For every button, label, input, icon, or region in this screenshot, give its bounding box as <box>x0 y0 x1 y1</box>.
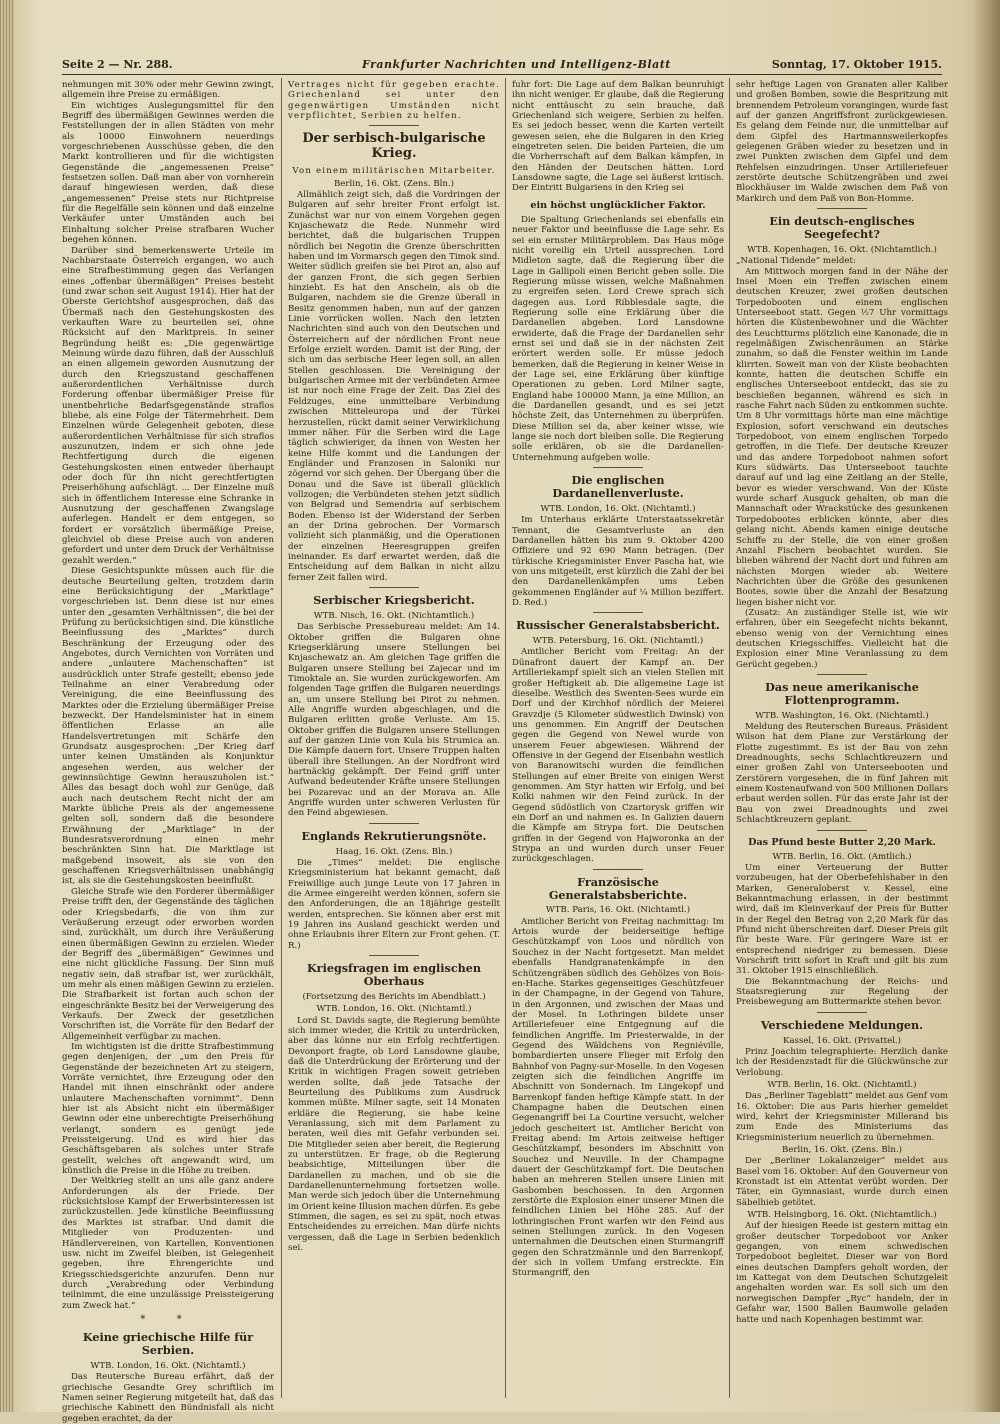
dateline: WTB. Kopenhagen, 16. Okt. (Nichtamtlich.) <box>747 244 937 255</box>
paragraph: Der Weltkrieg stellt an uns alle ganz andere Anforderungen als der Friede. Der rücksichtslose Kampf der Erwerbsinteressen ist zurückzustellen. Jede künstliche Beeinflussung des Marktes ist strafbar. Und damit die Mitglieder von Produzenten- und Händlervereinen, von Kartellen, Konventionen usw. nicht im Zweifel bleiben, ist Gelegenheit gegeben, ihre Ehrengerichte und Kriegsschiedsgerichte anzurufen. Denn nur durch „Verabredung oder Verbindung teilnimmt, die eine unzulässige Preissteigerung zum Zweck hat.“ <box>62 1176 274 1311</box>
page-edge <box>974 0 1000 1412</box>
divider <box>817 1012 867 1013</box>
page-header <box>62 58 942 75</box>
dateline: WTB. Berlin, 16. Okt. (Nichtamtl.) <box>767 1079 917 1090</box>
paragraph: Amtlicher Bericht von Freitag nachmittag: Im Artois wurde der beiderseitige heftige Geschützkampf von Loos und nördlich von Souchez in der Nacht fortgesetzt. Man meldet ebenfalls Handgranatenkämpfe in den Schützengräben südlich des Gehölzes von Bois-en-Hache. Starkes gegenseitiges Geschützfeuer in der Champagne, in der Gegend von Tahure, in den Argonnen, und zwischen der Maas und der Mosel. In Lothringen bildete unser Artilleriefeuer eine Entgegnung auf die feindlichen Angriffe. Im Priesterwalde, in der Gegend des Wäldchens von Regniéville, bombardierten unsere Flieger mit Erfolg den Bahnhof von Pagny-sur-Moselle. In den Vogesen zeigten sich die feindlichen Angriffe im Abschnitt von Sondernach. Im Lingekopf und Barrenkopf fanden heftige Kämpfe statt. In der Champagne haben die Deutschen einen Gegenangriff bei La Courtine versucht, welcher jedoch gescheitert ist. Amtlicher Bericht von Freitag abend: Im Artois zeitweise heftiger Geschützkampf, besonders im Abschnitt von Souchez und Neuville. In der Champagne dauert der Geschützkampf fort. Die Deutschen haben an mehreren Stellen unsere Linien mit Gasbomben beschossen. In den Argonnen zerstörte die Explosion einer unserer Minen die feindlichen Linien bei Höhe 285. Auf der lothringischen Front warfen wir den Feind aus seinen Stellungen zurück. In den Vogesen unternahmen die Deutschen einen Sturmangriff gegen den Schratzmännle und den Barrenkopf, der sich in vollem Umfang erstreckte. Ein Sturmangriff, den <box>512 916 724 1279</box>
subheading: Von einem militärischen Mitarbeiter. <box>292 166 496 177</box>
column-2 <box>288 80 500 1400</box>
dateline: WTB. London, 16. Okt. (Nichtamtl.) <box>90 1361 246 1371</box>
paragraph: sehr heftige Lagen von Granaten aller Kaliber und großen Bomben, sowie die Bespritzung mit brennendem Petroleum vorangingen, wurde fast auf der ganzen Angriffsfront zurückgewiesen. Es gelang dem Feinde nur, die unmittelbar auf dem Gipfel des Hartmannsweilerkopfes gelegenen Gräben wieder zu besetzen und in zwei Punkten zwischen dem Gipfel und dem Rehfelsen einzudringen. Unser Artilleriefeuer zerstörte deutsche Schützengräben und zwei Blockhäuser im Walde zwischen dem Paß von Markirch und dem Paß von Bon-Homme. <box>736 80 948 204</box>
dateline: WTB. Berlin, 16. Okt. (Amtlich.) <box>772 851 912 862</box>
paragraph: Um einer Verteuerung der Butter vorzubeugen, hat der Oberbefehlshaber in den Marken, Generaloberst v. Kessel, eine Bekanntmachung erlassen, in der bestimmt wird, daß im Kleinverkauf der Preis für Butter in der Regel den Betrag von 2,20 Mark für das Pfund nicht überschreiten darf. Dieser Preis gilt für beste Ware. Für geringere Ware ist er entsprechend niedriger zu bemessen. Diese Vorschrift tritt sofort in Kraft und gilt bis zum 31. Oktober 1915 einschließlich. <box>736 862 948 977</box>
paragraph: Auf der hiesigen Reede ist gestern mittag ein großer deutscher Torpedoboot vor Anker gegangen, von einem schwedischen Torpedoboot begleitet. Dieser war von Bord eines deutschen Dampfers geholt worden, der im Kattegat von dem Deutschen Schutzgeleit angehalten worden war. Es soll sich um den norwegischen Dampfer „Ryc“ handeln, der in Gefahr war, 1500 Ballen Baumwolle geladen hatte und nach Kopenhagen bestimmt war. <box>736 1221 948 1325</box>
divider <box>369 823 419 824</box>
divider <box>593 869 643 870</box>
paragraph: Im Unterhaus erklärte Unterstaatssekretär Tennant, die Gesamtverluste an den Dardanellen hätten bis zum 9. Oktober 4200 Offiziere und 92 690 Mann betragen. (Der türkische Kriegsminister Enver Pascha hat, wie von uns mitgeteilt, erst kürzlich die Zahl der bei den Dardanellenkämpfen ums Leben gekommenen Engländer auf ¼ Million beziffert. D. Red.) <box>512 515 724 608</box>
dateline: Kassel, 16. Okt. (Privattel.) <box>782 1035 902 1046</box>
article-heading: Das Pfund beste Butter 2,20 Mark. <box>748 836 936 848</box>
paragraph: Amtlicher Bericht vom Freitag: An der Dünafront dauert der Kampf an. Der Artilleriekampf spielt sich an vielen Stellen mit großer Heftigkeit ab. Die allgemeine Lage ist dieselbe. Westlich des Swenten-Sees wurde ein Dorf und der Kirchhof nördlich der Meierei Gravzdje (5 Kilometer südwestlich Dwinsk) von uns genommen. Ein Angriff der Deutschen gegen die Gegend von Newel wurde von unserem Feuer abgewiesen. Während der Offensive in der Gegend der Eisenbahn westlich von Baranowitschi wurden die feindlichen Stellungen auf einer Breite von einigen Werst genommen. Am Styr hatten wir Erfolg, und bei Kolki nahmen wir den Feind zurück. In der Gegend südöstlich von Czartorysk griffen wir ein Dorf an und nahmen es. In Galizien dauern die Kämpfe am Strypa fort. Die Deutschen griffen in der Gegend von Hajworonka an der Strypa an und wurden durch unser Feuer zurückgeschlagen. <box>512 647 724 865</box>
paragraph: Das Reutersche Bureau erfährt, daß der griechische Gesandte Grey schriftlich im Namen seiner Regierung mitgeteilt hat, daß das griechische Kabinett den Bündnisfall als nicht gegeben erachtet, da der <box>62 1372 274 1424</box>
article-subheading: ein höchst unglücklicher Faktor. <box>530 199 706 211</box>
divider <box>369 955 419 956</box>
paragraph: Vertrages nicht für gegeben erachte. Griechenland sei unter den gegenwärtigen Umständen nicht verpflichtet, Serbien zu helfen. <box>288 80 500 122</box>
divider <box>369 587 419 588</box>
divider <box>369 125 419 126</box>
issue-date: Sonntag, 17. Oktober 1915. <box>771 58 942 71</box>
paragraph: (Zusatz: An zuständiger Stelle ist, wie wir erfahren, über ein Seegefecht nichts bekannt, ebenso wenig von der Vernichtung eines deutschen Kriegsschiffes. Vielleicht hat die Explosion einer Mine Veranlassung zu dem Gerücht gegeben.) <box>736 607 948 670</box>
dateline: WTB. Petersburg, 16. Okt. (Nichtamtl.) <box>532 636 704 647</box>
paragraph: Im wichtigsten ist die dritte Strafbestimmung gegen denjenigen, der „um den Preis für Gegenstände der bezeichneten Art zu steigern, Vorräte vernichtet, ihre Erzeugung oder den Handel mit ihnen einschränkt oder andere unlautere Machenschaften vornimmt“. Denn hier ist als Absicht nicht ein übermäßiger Gewinn oder eine unberechtigte Preiserhöhung verlangt, sondern es genügt jede Preissteigerung. Und es wird hier das Geschäftsgebaren als solches unter Strafe gestellt, welches oft angewandt wird, um künstlich die Preise in die Höhe zu treiben. <box>62 1041 274 1177</box>
divider <box>817 674 867 675</box>
article-heading: Kriegsfragen im englischen Oberhaus <box>306 961 482 988</box>
article-heading: Der serbisch-bulgarische Krieg. <box>302 131 486 162</box>
paragraph: Das „Berliner Tageblatt“ meldet aus Genf vom 16. Oktober: Die aus Paris hierher gemeldet wird, kehrt der Kriegsminister Millerand bis zum Ende des Ministeriums das Kriegsministerium neuerlich zu übernehmen. <box>736 1091 948 1143</box>
column-rule <box>729 78 730 1398</box>
section-divider: * * <box>140 1313 196 1325</box>
article-heading: Keine griechische Hilfe für Serbien. <box>82 1330 254 1358</box>
divider <box>593 612 643 613</box>
paragraph: Ein wichtiges Auslegungsmittel für den Begriff des übermäßigen Gewinnes werden die Feststellungen der in allen Städten von mehr als 10000 Einwohnern neuerdings vorgeschriebenen Ausschüsse geben, die den Markt kontrollieren und für die wichtigsten Gegenstände die „angemessenen Preise“ festsetzen sollen. Daß man aber von vornherein darauf hingewiesen werden, daß diese „angemessenen“ Preise stets nur Richtpreise für die Regelfälle sein können und daß einzelne Verkäufer unter Umständen auch bei Einhaltung solcher Preise strafbaren Wucher begehen können. <box>62 100 274 246</box>
paragraph: Der „Berliner Lokalanzeiger“ meldet aus Basel vom 16. Oktober: Auf den Gouverneur von Kronstadt ist ein Attentat verübt worden. Der Täter, ein Gymnasiast, wurde durch einen Säbelhieb getötet. <box>736 1156 948 1208</box>
subheading: (Fortsetzung des Berichts im Abendblatt.) <box>302 991 486 1002</box>
paragraph: Die Bekanntmachung der Reichs- und Staatsregierung zur Regelung der Preisbewegung am Buttermarkte stehen bevor. <box>736 976 948 1008</box>
article-heading: Serbischer Kriegsbericht. <box>313 593 475 607</box>
paragraph: Prinz Joachim telegraphierte: Herzlich danke ich der Residenzstadt für die Glückwünsche zur Verlobung. <box>736 1046 948 1078</box>
paragraph: Darüber sind bemerkenswerte Urteile im Nachbarstaate Österreich ergangen, wo auch eine Strafbestimmung gegen das Verlangen eines „offenbar übermäßigen“ Preises besteht (und zwar schon seit August 1914). Hier hat der Oberste Gerichtshof ausgesprochen, daß das Übermaß nach den Gestehungskosten des verkauften Ware zu beurteilen sei, ohne Rücksicht auf den Marktpreis. In seiner Begründung heißt es: „Die gegenwärtige Meinung würde dazu führen, daß der Ausschluß an einen allgemein geworden Ausnutzung der durch den Kriegszustand geschaffenen außerordentlichen Verhältnisse durch Forderung offenbar übermäßiger Preise für unentbehrliche Bedarfsgegenstände straflos bliebe, als eine Folge der Tätermehrheit. Dem Einzelnen würde Gelegenheit geboten, diese außerordentlichen Verhältnisse für sich straflos auszunutzen, indem er sich ohne jede Rechtfertigung durch die eigenen Gestehungskosten einen entweder überhaupt oder doch für ihn nicht gerechtfertigten Preiserhöhung aufschlägt. ... Der Einzelne muß sich in öffentlichem Interesse eine Schranke in Ausnutzung der geschaffenen Zwangslage auferlegen. Handelt er dem entgegen, so fordert er vorsätzlich übermäßige Preise, gleichviel ob diese Preise auch von anderen gefordert und unter dem Druck der Verhältnisse gezahlt werden.“ <box>62 245 274 566</box>
column-rule <box>505 78 506 1398</box>
page-binding <box>0 0 14 1412</box>
paragraph: Die „Times“ meldet: Die englische Kriegsministerium hat bekannt gemacht, daß Freiwillige auch junge Leute von 17 Jahren in die Armee eingereiht werden können, sofern sie den Anforderungen, die an 18jährige gestellt werden, entsprechen. Sie können aber erst mit 19 Jahren ins Ausland geschickt werden und ohne Erlaubnis ihrer Eltern zur Front gehen. (T. R.) <box>288 857 500 951</box>
article-heading: Russischer Generalstabsbericht. <box>516 618 720 633</box>
article-heading: Die englischen Dardanellenverluste. <box>552 473 684 500</box>
divider <box>817 208 867 209</box>
paragraph: Gleiche Strafe wie den Forderer übermäßiger Preise trifft den, der Gegenstände des täglichen oder Kriegsbedarfs, die von ihm zur Veräußerung erzeugt oder erworben worden sind, zurückhält, um durch ihre Veräußerung einen übermäßigen Gewinn zu erzielen. Wieder der Begriff des „übermäßigen“ Gewinnes und eine nicht glückliche Fassung. Der Sinn muß negativ sein, daß strafbar ist, wer zurückhält, um mehr als einen mäßigen Gewinn zu erzielen. Die Strafbarkeit ist fortan auch schon der eingeschränkte Besitz bei der Verweigerung des Verkaufs. Der Zweck der gesetzlichen Vorschriften ist, die Vorräte für den Bedarf der Allgemeinheit verfügbar zu machen. <box>62 886 274 1042</box>
article-heading: Das neue amerikanische Flottenprogramm. <box>765 679 919 707</box>
dateline: WTB. London, 16. Okt. (Nichtamtl.) <box>316 1004 472 1015</box>
dateline: WTB. Washington, 16. Okt. (Nichtamtl.) <box>755 710 929 721</box>
dateline: WTB. Nisch, 16. Okt. (Nichtamtlich.) <box>313 610 475 621</box>
page-number: Seite 2 — Nr. 288. <box>62 58 173 71</box>
paragraph: Am Mittwoch morgen fand in der Nähe der Insel Moen ein Treffen zwischen einem deutschen Kreuzer, zwei großen deutschen Torpedobooten und einem englischen Unterseeboot statt. Gegen ½7 Uhr vormittags hörten die Küstenbewohner und die Wächter des Leuchtturms plötzlich eine Kanonade, die in regelmäßigen Zwischenräumen an Stärke zunahm, so daß die Fenster weithin im Lande klirrten. Soweit man von der Küste beobachten konnte, hatten die deutschen Schiffe ein englisches Unterseeboot entdeckt, das sie zu beschießen begannen, während es sich in rasche Fahrt nach Süden zu entkommen suchte. Um 8 Uhr vormittags hörte man eine mächtige Explosion, sofort verschwand ein deutsches Torpedoboot, von einem englischen Torpedo getroffen, in die Tiefe. Der deutsche Kreuzer und das andere Torpedoboot nahmen sofort Kurs südwärts. Das Unterseeboot tauchte darauf auf und lag eine Zeitlang an der Stelle, bevor es wieder verschwand. Von der Küste wurde scharf Ausguck gehalten, ob man die Mannschaft oder Wrackstücke des gesunkenen Torpedobootes erblicken könnte, aber dies gelang nicht. Abends kamen einige deutsche Schiffe zu der Stelle, die von einer großen Anzahl Fischern beobachtet wurden. Sie blieben während der Nacht dort und fuhren am nächsten Morgen wieder ab. Weitere Nachrichten über die Größe des gesunkenen Bootes, sowie über die Anzahl der Besatzung liegen bisher nicht vor. <box>736 266 948 608</box>
dateline: Berlin, 16. Okt. (Zens. Bln.) <box>781 1145 903 1155</box>
article-heading: Englands Rekrutierungsnöte. <box>301 828 487 843</box>
paragraph: Das Serbische Pressebureau meldet: Am 14. Oktober griffen die Bulgaren ohne Kriegserklärung unsere Stellungen bei Knjaschewatz an. Am gleichen Tage griffen die Bulgaren unsere Stellung bei Zajecar und im Timoktale an. Sie wurden zurückgeworfen. Am folgenden Tage griffen die Bulgaren neuerdings an, um unsere Stellung bei Pirot zu nehmen. Alle Angriffe wurden abgeschlagen, und die Bulgaren erlitten große Verluste. Am 15. Oktober griffen die Bulgaren unsere Stellungen auf der ganzen Linie von Kula bis Strumica an. Die Kämpfe dauern fort. Unsere Truppen halten überall ihre Stellungen. An der Nordfront wird hartnäckig gekämpft. Der Feind griff unter Aufwand bedeutender Kräfte unsere Stellungen bei Pozarevac und an der Morava an. Alle Angriffe wurden unter schweren Verlusten für den Feind abgewiesen. <box>288 622 500 819</box>
article-heading: Ein deutsch-englisches Seegefecht? <box>769 214 915 241</box>
paragraph: fuhr fort: Die Lage auf dem Balkan beunruhigt ihn nicht weniger. Er glaube, daß die Regierung nicht enttäuscht zu sein brauche, daß Griechenland sich weigere, Serbien zu helfen. Es sei jedoch besser, wenn die Karten verteilt gewesen seien, ehe die Bulgaren in den Krieg eingetreten seien. Die beiden Parteien, die um die Vorherrschaft auf dem Balkan kämpfen, in den Händen der Deutschen hätten. Lord Lansdowne sagte, die Lage sei äußerst kritisch. Der Eintritt Bulgariens in den Krieg sei <box>512 80 724 194</box>
dateline: WTB. Helsingborg, 16. Okt. (Nichtamtlich.) <box>747 1210 937 1221</box>
dateline: Haag, 16. Okt. (Zens. Bln.) <box>335 846 453 857</box>
source-line: „National Tidende“ meldet: <box>736 256 856 267</box>
newspaper-title: Frankfurter Nachrichten und Intelligenz-Blatt <box>362 58 671 71</box>
dateline: WTB. Paris, 16. Okt. (Nichtamtl.) <box>545 905 691 916</box>
paragraph: Lord St. Davids sagte, die Regierung bemühte sich immer wieder, die Kritik zu unterdrücken, aber das könne nur ein Erfolg rechtfertigen. Devonport fragte, ob Lord Lansdowne glaube, daß die Unterdrückung der Erörterung und der Kritik in wichtigen Fragen soweit getrieben werden sollte, daß jede Tatsache der Beurteilung des Publikums zum Ausdruck kommen müßte. Milner sagte, seit 14 Monaten erkläre die Regierung, sie habe keine Veranlassung, sich mit dem Parlament zu beraten, weil dies mit Gefahr verbunden sei. Die Mitglieder seien aber bereit, die Regierung zu unterstützen. Er frage, ob die Regierung beabsichtige, Mitteilungen über die Dardanellen zu machen, und ob sie die Dardanellenunternehmung fortsetzen wolle. Man werde sich jedoch über die Unternehmung im Orient keine Illusion machen dürfen. Es gebe Stimmen, die sagen, es sei zu spät, noch etwas Entscheidendes zu erreichen. Man dürfe nichts vergessen, daß die Lage in Serbien bedenklich sei. <box>288 1015 500 1254</box>
divider <box>593 467 643 468</box>
paragraph: nehmungen mit 30% oder mehr Gewinn zwingt, allgemein ihre Preise zu ermäßigen. <box>62 80 274 101</box>
column-rule <box>281 78 282 1398</box>
paragraph: Meldung des Reuterschen Bureaus. Präsident Wilson hat dem Plane zur Verstärkung der Flotte zugestimmt. Es ist der Bau von zehn Dreadnoughts, sechs Schlachtkreuzern und einer großen Zahl von Unterseebooten und Zerstörern vorgesehen, die in fünf Jahren mit einem Kostenaufwand von 500 Millionen Dollars erbaut werden sollen. Für das erste Jahr ist der Bau von zwei Dreadnoughts und zwei Schlachtkreuzern geplant. <box>736 722 948 826</box>
dateline: Berlin, 16. Okt. (Zens. Bln.) <box>333 178 455 189</box>
column-1 <box>62 80 274 1424</box>
divider <box>817 830 867 831</box>
paragraph: Diese Gesichtspunkte müssen auch für die deutsche Beurteilung gelten, trotzdem darin eine Berücksichtigung der „Marktlage“ vorgeschrieben ist. Denn diese ist nur eines unter den „gesamten Verhältnissen“, die bei der Prüfung zu berücksichtigen sind. Die künstliche Beeinflussung des „Marktes“ durch Beschränkung der Erzeugung oder des Angebotes, durch Vernichten von Vorräten und andere „unlautere Machenschaften“ ist ausdrücklich unter Strafe gestellt; ebenso jede Teilnahme an einer Verabredung oder Vereinigung, die eine Beeinflussung des Marktes oder die Erzielung übermäßiger Preise bezweckt. Der Handelsminister hat in einem öffentlichen Erlasse an alle Handelsvertretungen mit Schärfe den Grundsatz ausgesprochen: „Der Krieg darf unter keinen Umständen als Konjunktur angesehen werden, aus welcher der gewinnsüchtige Gewinn herauszuholen ist.“ Alles das besagt doch wohl zur Genüge, daß auch nach deutschem Recht nicht der am Markte übliche Preis als der angemessene gelten soll, sondern daß die besondere Erwähnung der „Marktlage“ in der Bundesratsverordnung einen mehr beschränkten Sinn hat. Die Marktlage ist maßgebend insoweit, als sie von den geschaffenen Kriegsverhältnissen unabhängig ist, als sie die Gestehungskosten beeinflußt. <box>62 566 274 887</box>
article-heading: Französische Generalstabsberichte. <box>548 874 688 902</box>
paragraph: Allmählich zeigt sich, daß die Vordringen der Bulgaren auf sehr breiter Front erfolgt ist. Zunächst war nur von einem Vorgehen gegen Knjaschewatz die Rede. Nunmehr wird berichtet, daß die bulgarischen Truppen nördlich bei Negotin die Grenze überschritten haben und im Vormarsch gegen den Timok sind. Weiter südlich greifen sie bei Pirot an, also auf der ganzen Front, die sich gegen Serbien hinzieht. Es hat den Anschein, als ob die Bulgaren, nachdem sie die Grenze überall in Besitz genommen haben, nun auf der ganzen Linie vorrücken wollen. Nach den letzten Nachrichten sind auch von den Deutschen und Österreichern auf der nördlichen Front neue Erfolge erzielt worden. Damit ist der Ring, der sich um das serbische Heer legen soll, an allen Stellen geschlossen. Die Vereinigung der bulgarischen Armee mit der verbündeten Armee ist nur noch eine Frage der Zeit. Das Ziel des Feldzuges, eine unmittelbare Verbindung zwischen Mitteleuropa und der Türkei herzustellen, rückt damit seiner Verwirklichung immer näher. Für die Serben wird die Lage täglich schwieriger, da ihnen von Westen her keine Hilfe kommt und die Landungen der Engländer und Franzosen in Saloniki nur zögernd vor sich gehen. Der Übergang über die Donau und die Save ist überall glücklich vollzogen; die Verbündeten stehen jetzt südlich von Belgrad und Semendria auf serbischem Boden. Ebenso ist der Widerstand der Serben an der Drina gebrochen. Der Vormarsch vollzieht sich planmäßig, und die Operationen der einzelnen Heeresgruppen greifen ineinander. Es darf erwartet werden, daß die Entscheidung auf dem Balkan in nicht allzu ferner Zeit fallen wird. <box>288 189 500 583</box>
column-4 <box>736 80 948 1400</box>
dateline: WTB. London, 16. Okt. (Nichtamtl.) <box>540 503 696 514</box>
paragraph: Die Spaltung Griechenlands sei ebenfalls ein neuer Faktor und beeinflusse die Lage sehr. Es sei ein ernster Militärproblem. Das Haus möge nicht voreilig ein Urteil aussprechen. Lord Midleton sagte, daß die Regierung über die Lage in Gallipoli einen Bericht geben solle. Die Regierung müsse wissen, welche Maßnahmen zu ergreifen seien. Lord Crewe sprach sich dagegen aus. Lord Ribblesdale sagte, die Regierung solle eine Erklärung über die Dardanellen abgeben. Lord Lansdowne erwiderte, daß die Frage der Dardanellen sehr ernst sei und daß sie in der nächsten Zeit erörtert werden solle. Er müsse jedoch bemerken, daß die Regierung in keiner Weise in der Lage sei, eine Erklärung über künftige Operationen zu geben. Lord Milner sagte, England habe 100000 Mann, ja eine Million, an die Dardanellen gesandt, und es sei jetzt höchste Zeit, das Unternehmen zu überprüfen. Diese Million sei da, aber keiner wisse, wie lange sie noch dort bleiben solle. Die Regierung solle erklären, ob sie die Dardanellen-Unternehmung aufgeben wolle. <box>512 214 724 463</box>
column-3 <box>512 80 724 1400</box>
article-heading: Verschiedene Meldungen. <box>760 1017 924 1032</box>
